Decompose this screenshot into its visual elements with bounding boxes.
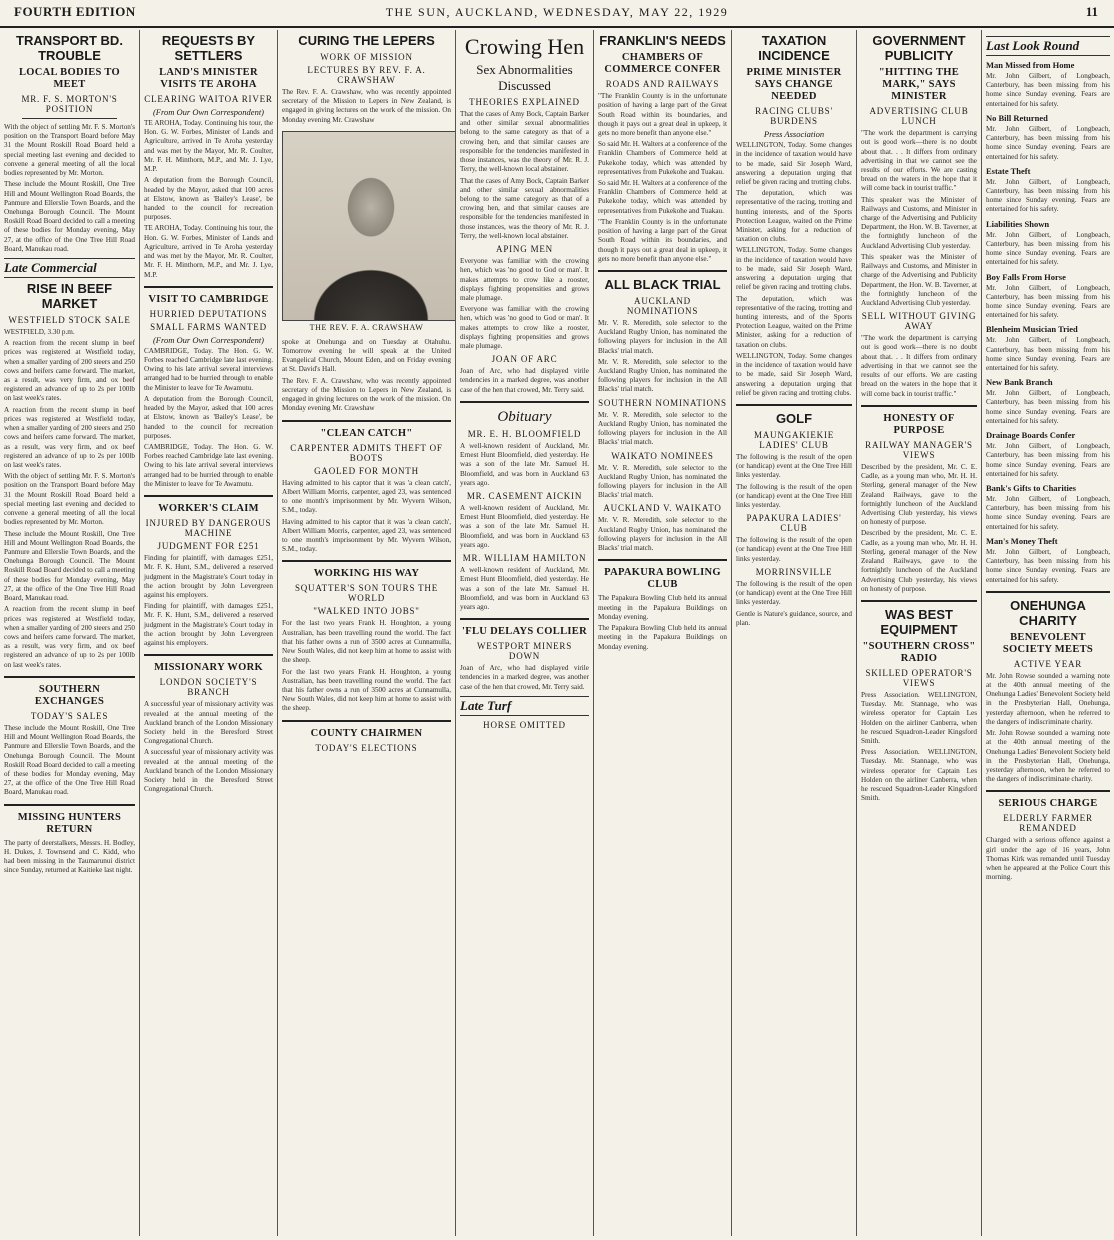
article-text: Mr. John Gilbert, of Longbeach, Canterbury, has been missing from his home since Sunday evening. Fears are entertained for his safety.: [986, 283, 1110, 320]
headline: "CLEAN CATCH": [320, 427, 413, 439]
subheadline: "SOUTHERN CROSS" RADIO: [862, 640, 976, 664]
article-text: Mr. John Rowse sounded a warning note at the 40th annual meeting of the Onehunga Ladies' Benevolent Society held in the Presbyterian Hall, Onehunga, yesterday afternoon, when he referred to the dangers of indiscriminate charity.: [986, 729, 1110, 784]
divider: [282, 420, 451, 422]
article-text: Mr. John Gilbert, of Longbeach, Canterbury, has been missing from his home since Sunday evening. Fears are entertained for his safety.: [986, 124, 1110, 161]
article-text: TE AROHA, Today. Continuing his tour, the Hon. G. W. Forbes, Minister of Lands and Agriculture, arrived in Te Aroha yesterday and was met by the Mayor, Mr. R. Coulter, Mr. F. H. Minthorn, M.P., and Mr. J. Lye, M.P.: [144, 119, 273, 174]
headline: REQUESTS BY SETTLERS: [161, 33, 256, 63]
article-text: Mr. John Rowse sounded a warning note at the 40th annual meeting of the Onehunga Ladies' Benevolent Society held in the Presbyterian Hall, Onehunga, yesterday afternoon, when he referred to the dangers of indiscriminate charity.: [986, 671, 1110, 726]
item-heading: Blenheim Musician Tried: [986, 324, 1078, 335]
headline: WORKER'S CLAIM: [158, 503, 259, 515]
page-number: 11: [1085, 4, 1098, 19]
byline: (From Our Own Correspondent): [152, 334, 265, 345]
headline: CURING THE LEPERS: [298, 33, 435, 48]
headline: 'FLU DELAYS COLLIER: [462, 626, 587, 638]
column-1: [0, 30, 140, 1236]
section-heading: Last Look Round: [986, 36, 1110, 56]
divider: [4, 804, 135, 806]
item-heading: Man Missed from Home: [986, 60, 1075, 70]
article-text: Mr. V. R. Meredith, sole selector to the Auckland Rugby Union, has nominated the following players for inclusion in the All Blacks' trial match.: [598, 318, 727, 355]
article-text: Mr. V. R. Meredith, sole selector to the Auckland Rugby Union, has nominated the following players for inclusion in the All Blacks' trial match.: [598, 516, 727, 553]
subheadline: GAOLED FOR MONTH: [314, 465, 419, 476]
article-text: So said Mr. H. Walters at a conference of the Franklin Chambers of Commerce held at Pukekohe today, which was attended by representatives from Pukekohe and Tuakau.: [598, 179, 727, 215]
subheadline: SMALL FARMS WANTED: [150, 321, 267, 332]
subheadline: CLEARING WAITOA RIVER: [144, 94, 273, 104]
divider: [460, 618, 589, 620]
article-text: A deputation from the Borough Council, headed by the Mayor, asked that 100 acres at Elstow, known as 'Bailey's Lease', be handed to the council for recreation purposes.: [144, 394, 273, 440]
headline: WAS BEST EQUIPMENT: [880, 606, 958, 637]
subheadline: WESTPORT MINERS DOWN: [476, 641, 573, 662]
article-text: Mr. John Gilbert, of Longbeach, Canterbury, has been missing from his home since Sunday evening. Fears are entertained for his safety.: [986, 495, 1110, 531]
subheadline: AUCKLAND V. WAIKATO: [603, 503, 722, 514]
article-text: "The work the department is carrying out is good work—there is no doubt about that. . . It differs from ordinary advertising in that we cannot see the results of our efforts. We are casting bread on the waters in the hope that it will come back in tourist traffic.": [861, 129, 977, 193]
divider: [986, 591, 1110, 593]
article-text: Finding for plaintiff, with damages £251, Mr. F. K. Hunt, S.M., delivered a reserved judgment in the Magistrate's Court today in the action brought by John Levergreen against his employers.: [144, 602, 273, 648]
headline: FRANKLIN'S NEEDS: [599, 33, 726, 48]
article-text: "The Franklin County is in the unfortunate position of having a large part of the Great South Road within its boundaries, and though it pays out a great deal in upkeep, it gets no more benefit than anyone else.": [598, 92, 727, 137]
article-text: Mr. V. R. Meredith, sole selector to the Auckland Rugby Union, has nominated the following players for inclusion in the All Blacks' trial match.: [598, 410, 727, 447]
item-heading: Bank's Gifts to Charities: [986, 483, 1076, 493]
column-6: [732, 30, 857, 1236]
headline: MISSIONARY WORK: [154, 662, 263, 674]
headline: Crowing Hen: [464, 34, 585, 59]
article-text: spoke at Onehunga and on Tuesday at Otahuhu. Tomorrow evening he will speak at the United Evangelical Church, Mount Eden, and on Friday evening at St. David's Hall.: [282, 337, 451, 374]
article-text: Mr. John Gilbert, of Longbeach, Canterbury, has been missing from his home since Sunday evening. Fears are entertained for his safety.: [986, 230, 1110, 267]
article-text: WELLINGTON, Today. Some changes in the incidence of taxation would have to be made, said Sir Joseph Ward, answering a deputation urging that relief be given racing and trotting clubs.: [736, 351, 852, 397]
article-text: These include the Mount Roskill, One Tree Hill and Mount Wellington Road Boards, the Panmure and Ellerslie Town Boards, and the Onehunga Borough Council. The Mount Roskill Road Board decided to call a meeting of these bodies for Monday evening, May 27, at the office of the One Tree Hill Road Board, Manukau road.: [4, 529, 135, 603]
column-4: [456, 30, 594, 1236]
article-text: A reaction from the recent slump in beef prices was registered at Westfield today, when a smaller yarding of 200 steers and 250 cows and heifers came forward. The market, as a result, was very firm, and ox beef registered an advance of up to 2s per 100lb on last week's rates.: [4, 339, 135, 403]
item-heading: New Bank Branch: [986, 377, 1053, 388]
headline: SERIOUS CHARGE: [998, 798, 1098, 810]
article-text: This speaker was the Minister of Railways and Customs, and Minister in charge of the Advertising and Publicity Department, the Hon. W. B. Taverner, at the fortnightly luncheon of the Auckland Advertising Club yesterday.: [861, 252, 977, 307]
subheadline: MAUNGAKIEKIE LADIES' CLUB: [753, 429, 835, 450]
headline: TAXATION INCIDENCE: [758, 33, 830, 63]
subheadline: "HITTING THE MARK," SAYS MINISTER: [878, 66, 960, 102]
article-text: This speaker was the Minister of Railways and Customs, and Minister in charge of the Advertising and Publicity Department, the Hon. W. B. Taverner, at the fortnightly luncheon of the Auckland Advertising Club yesterday.: [861, 195, 977, 250]
subheadline: LAND'S MINISTER VISITS TE AROHA: [159, 66, 258, 90]
column-2: [140, 30, 278, 1236]
subheadline: INJURED BY DANGEROUS MACHINE: [145, 518, 272, 539]
article-text: Charged with a serious offence against a girl under the age of 16 years, John Thomas Kirk was remanded until Tuesday when he appeared at the Police Court this morning.: [986, 836, 1110, 882]
item-heading: Drainage Boards Confer: [986, 430, 1076, 441]
column-3: [278, 30, 456, 1236]
byline: Press Association: [763, 129, 825, 140]
article-text: A well-known resident of Auckland, Mr. Ernest Hunt Bloomfield, died yesterday. He was a son of the late Mr. Samuel H. Bloomfield, and was born in Auckland 63 years ago.: [460, 441, 589, 487]
column-5: [594, 30, 732, 1236]
divider: [144, 286, 273, 288]
article-text: Mr. John Gilbert, of Longbeach, Canterbury, has been missing from his home since Sunday evening. Fears are entertained for his safety.: [986, 72, 1110, 108]
article-text: These include the Mount Roskill, One Tree Hill and Mount Wellington Road Boards, the Panmure and Ellerslie Town Boards, and the Onehunga Borough Council. The Mount Roskill Road Board decided to call a meeting of these bodies for Monday evening, May 27, at the office of the One Tree Hill Road Board, Manukau road.: [4, 180, 135, 253]
subheadline: "WALKED INTO JOBS": [313, 606, 420, 617]
article-text: The Papakura Bowling Club held its annual meeting in the Papakura Buildings on Monday evening.: [598, 624, 727, 651]
subheadline: CARPENTER ADMITS THEFT OF BOOTS: [290, 442, 443, 463]
subheadline: ROADS AND RAILWAYS: [605, 79, 720, 90]
article-text: The Rev. F. A. Crawshaw, who was recently appointed secretary of the Mission to Lepers in New Zealand, is engaged in giving lectures on the work of the mission. On Monday evening Mr. Crawshaw: [282, 376, 451, 413]
article-text: Gentle is Nature's guidance, source, and plan.: [736, 609, 852, 627]
divider: [861, 600, 977, 602]
subheadline: MORRINSVILLE: [755, 566, 833, 577]
subheadline: PAPAKURA LADIES' CLUB: [746, 513, 842, 534]
article-text: WELLINGTON, Today. Some changes in the incidence of taxation would have to be made, said Sir Joseph Ward, answering a deputation urging that relief be given racing and trotting clubs.: [736, 246, 852, 292]
subheadline: ACTIVE YEAR: [1013, 658, 1083, 669]
headline: GOLF: [775, 410, 813, 426]
headline: GOVERNMENT PUBLICITY: [872, 33, 966, 63]
article-text: Finding for plaintiff, with damages £251, Mr. F. K. Hunt, S.M., delivered a reserved judgment in the Magistrate's Court today in the action brought by John Levergreen against his employers.: [144, 554, 273, 599]
article-text: A successful year of missionary activity was revealed at the annual meeting of the Auckland branch of the London Missionary Society held in the Beresford Street Congregational Church.: [144, 700, 273, 746]
subheadline: MR. WILLIAM HAMILTON: [462, 553, 587, 564]
subheadline: AUCKLAND NOMINATIONS: [626, 295, 699, 316]
article-text: CAMBRIDGE, Today. The Hon. G. W. Forbes reached Cambridge late last evening. Owing to his late arrival several interviews arranged had to be hurried through to enable the Minister to leave for Te Awamutu.: [144, 346, 273, 392]
subheadline: MR. E. H. BLOOMFIELD: [467, 428, 582, 439]
crosshead: APING MEN: [496, 244, 553, 255]
article-text: "The work the department is carrying out is good work—there is no doubt about that. . . It differs from ordinary advertising in that we cannot see the results of our efforts. We are casting bread on the waters in the hope that it will come back in tourist traffic.": [861, 334, 977, 398]
article-text: The following is the result of the open (or handicap) event at the One Tree Hill links yesterday.: [736, 536, 852, 563]
article-text: Described by the president, Mr. C. E. Cadle, as a young man who, Mr. H. H. Sterling, general manager of the New Zealand Railways, gave to the fortnightly luncheon of the Auckland Advertising Club yesterday, his views on honesty of purpose.: [861, 462, 977, 527]
item-heading: Boy Falls From Horse: [986, 271, 1066, 282]
article-text: Mr. V. R. Meredith, sole selector to the Auckland Rugby Union, has nominated the following players for inclusion in the All Blacks' trial match.: [598, 463, 727, 500]
article-text: TE AROHA, Today. Continuing his tour, the Hon. G. W. Forbes, Minister of Lands and Agriculture, arrived in Te Aroha yesterday and was met by the Mayor, Mr. R. Coulter, Mr. F. H. Minthorn, M.P., and Mr. J. Lye, M.P.: [144, 224, 273, 279]
subheadline: ADVERTISING CLUB LUNCH: [869, 106, 969, 127]
article-text: CAMBRIDGE, Today. The Hon. G. W. Forbes reached Cambridge late last evening. Owing to his late arrival several interviews arranged had to be hurried through to enable the Minister to leave for Te Awamutu.: [144, 442, 273, 488]
subheadline: RAILWAY MANAGER'S VIEWS: [865, 439, 973, 460]
subheadline: SKILLED OPERATOR'S VIEWS: [865, 667, 973, 688]
article-text: Everyone was familiar with the crowing hen, which was 'no good to God or man'. It makes attempts to crow like a rooster, displays fighting propensities and grows male plumage.: [460, 305, 589, 351]
subheadline: WORK OF MISSION: [320, 51, 413, 62]
headline: COUNTY CHAIRMEN: [310, 727, 423, 739]
article-text: The following is the result of the open (or handicap) event at the One Tree Hill links yesterday.: [736, 452, 852, 480]
headline: MISSING HUNTERS RETURN: [17, 811, 122, 835]
article-text: Everyone was familiar with the crowing hen, which was 'no good to God or man'. It makes attempts to crow like a rooster, displays fighting propensities and grows male plumage.: [460, 257, 589, 302]
divider: [598, 270, 727, 272]
article-text: Joan of Arc, who had displayed virile tendencies in a marked degree, was another case of the hen that crowed, Mr. Terry said.: [460, 664, 589, 691]
photo-caption: THE REV. F. A. CRAWSHAW: [309, 322, 424, 332]
divider: [22, 118, 117, 119]
column-7: [857, 30, 982, 1236]
article-text: A well-known resident of Auckland, Mr. Ernest Hunt Bloomfield, died yesterday. He was a son of the late Mr. Samuel H. Bloomfield, and was born in Auckland 63 years ago.: [460, 566, 589, 611]
subheadline: LECTURES BY REV. F. A. CRAWSHAW: [307, 64, 426, 85]
divider: [986, 790, 1110, 792]
headline: PAPAKURA BOWLING CLUB: [604, 567, 721, 591]
divider: [282, 720, 451, 722]
subheadline: LONDON SOCIETY'S BRANCH: [159, 677, 258, 698]
subheadline: WAIKATO NOMINEES: [611, 450, 714, 461]
crosshead: JOAN OF ARC: [491, 354, 558, 365]
article-text: The Papakura Bowling Club held its annual meeting in the Papakura Buildings on Monday evening.: [598, 594, 727, 621]
article-text: These include the Mount Roskill, One Tree Hill and Mount Wellington Road Boards, the Panmure and Ellerslie Town Boards, and the Onehunga Borough Council. The Mount Roskill Road Board decided to call a meeting of these bodies for Monday evening, May 27, at the office of the One Tree Hill Road Board, Manukau road.: [4, 723, 135, 797]
article-text: Having admitted to his captor that it was 'a clean catch', Albert William Morris, carpenter, aged 23, was sentenced to one month's imprisonment by Mr. Wyvern Wilson, S.M., today.: [282, 478, 451, 515]
article-text: Mr. John Gilbert, of Longbeach, Canterbury, has been missing from his home since Sunday evening. Fears are entertained for his safety.: [986, 389, 1110, 425]
article-text: "The Franklin County is in the unfortunate position of having a large part of the Great South Road within its boundaries, and though it pays out a great deal in upkeep, it gets no more benefit than anyone else.": [598, 217, 727, 263]
portrait-photo: [282, 131, 456, 321]
divider: [4, 676, 135, 678]
article-text: That the cases of Amy Bock, Captain Barker and other similar sexual abnormalities belong to the same category as that of a crowing hen, and that similar causes are responsible for the tendencies manifested in those instances, was the theory of Mr. R. J. Terry, the well-known local abstainer.: [460, 176, 589, 240]
subheadline: SQUATTER'S SON TOURS THE WORLD: [294, 583, 439, 604]
article-text: WELLINGTON, Today. Some changes in the incidence of taxation would have to be made, said Sir Joseph Ward, answering a deputation urging that relief be given racing and trotting clubs.: [736, 141, 852, 186]
subheadline: TODAY'S SALES: [30, 710, 109, 721]
masthead: [0, 0, 1114, 28]
section-heading: Late Turf: [460, 696, 589, 716]
article-text: The deputation, which was representative of the racing, trotting and hunting interests, and of the Sports Protection League, waited on the Prime Minister, asking for a reduction of taxation on clubs.: [736, 189, 852, 244]
article-text: With the object of settling Mr. F. S. Morton's position on the Transport Board before May 31 the Mount Roskill Road Board held a special meeting last evening and decided to convene a general meeting of all the local bodies represented by Mr. Morton.: [4, 123, 135, 178]
article-text: Mr. John Gilbert, of Longbeach, Canterbury, has been missing from his home since Sunday evening. Fears are entertained for his safety.: [986, 336, 1110, 373]
divider: [460, 401, 589, 403]
subheadline: THEORIES EXPLAINED: [469, 97, 580, 107]
divider: [144, 654, 273, 656]
divider: [861, 405, 977, 407]
item-heading: Liabilities Shown: [986, 218, 1050, 229]
item-heading: No Bill Returned: [986, 112, 1048, 123]
subheadline: HURRIED DEPUTATIONS: [149, 308, 268, 319]
headline: RISE IN BEEF MARKET: [26, 281, 113, 311]
subheadline: WESTFIELD STOCK SALE: [8, 314, 131, 325]
item-heading: Man's Money Theft: [986, 535, 1058, 546]
article-text: Mr. V. R. Meredith, sole selector to the Auckland Rugby Union, has nominated the following players for inclusion in the All Blacks' trial match.: [598, 357, 727, 394]
article-text: Press Association. WELLINGTON, Tuesday. Mr. Stannage, who was wireless operator for Captain Les Holden on the airliner Canberra, when he rescued Squadron-Leader Kingsford Smith.: [861, 748, 977, 803]
dateline: WESTFIELD, 3.30 p.m.: [4, 327, 75, 336]
article-text: Press Association. WELLINGTON, Tuesday. Mr. Stannage, who was wireless operator for Captain Les Holden on the airliner Canberra, when he rescued Squadron-Leader Kingsford Smith.: [861, 690, 977, 746]
paper-title: THE SUN, AUCKLAND, WEDNESDAY, MAY 22, 1929: [385, 5, 729, 19]
article-text: Mr. John Gilbert, of Longbeach, Canterbury, has been missing from his home since Sunday evening. Fears are entertained for his safety.: [986, 547, 1110, 584]
article-text: Described by the president, Mr. C. E. Cadle, as a young man who, Mr. H. H. Sterling, general manager of the New Zealand Railways, gave to the fortnightly luncheon of the Auckland Advertising Club yesterday, his views on honesty of purpose.: [861, 529, 977, 593]
article-text: Joan of Arc, who had displayed virile tendencies in a marked degree, was another case of the hen that crowed, Mr. Terry said.: [460, 367, 589, 394]
divider: [144, 495, 273, 497]
byline: (From Our Own Correspondent): [152, 107, 265, 117]
divider: [598, 559, 727, 561]
article-text: A reaction from the recent slump in beef prices was registered at Westfield today, when a smaller yarding of 200 steers and 250 cows and heifers came forward. The market, as a result, was very firm, and ox beef registered an advance of up to 2s per 100lb on last week's rates.: [4, 605, 135, 669]
article-text: A successful year of missionary activity was revealed at the annual meeting of the Auckland branch of the London Missionary Society held in the Beresford Street Congregational Church.: [144, 748, 273, 794]
subheadline: HORSE OMITTED: [483, 719, 566, 730]
article-text: A deputation from the Borough Council, headed by the Mayor, asked that 100 acres at Elstow, known as 'Bailey's Lease', be handed to the council for recreation purposes.: [144, 176, 273, 222]
subheadline: ELDERLY FARMER REMANDED: [1003, 813, 1093, 834]
subheadline: SOUTHERN NOMINATIONS: [598, 397, 727, 408]
article-text: A well-known resident of Auckland, Mr. Ernest Hunt Bloomfield, died yesterday. He was a son of the late Mr. Samuel H. Bloomfield, and was born in Auckland 63 years ago.: [460, 504, 589, 549]
article-text: That the cases of Amy Bock, Captain Barker and other similar sexual abnormalities belong to the same category as that of a crowing hen, and that similar causes are responsible for the tendencies manifested in those instances, was the theory of Mr. R. J. Terry, the well-known local abstainer.: [460, 110, 589, 174]
headline: TRANSPORT BD. TROUBLE: [16, 33, 123, 63]
article-text: The following is the result of the open (or handicap) event at the One Tree Hill links yesterday.: [736, 482, 852, 509]
subheadline: BENEVOLENT SOCIETY MEETS: [1002, 631, 1094, 655]
article-text: For the last two years Frank H. Houghton, a young Australian, has been travelling round the world. The fact that his father owns a run of 3500 acres at Cunnamulla, New South Wales, did not keep him at home to assist with the sheep.: [282, 667, 451, 713]
headline: SOUTHERN EXCHANGES: [34, 683, 105, 707]
article-text: The deputation, which was representative of the racing, trotting and hunting interests, and of the Sports Protection League, waited on the Prime Minister, asking for a reduction of taxation on clubs.: [736, 294, 852, 349]
item-heading: Estate Theft: [986, 165, 1031, 176]
article-text: Mr. John Gilbert, of Longbeach, Canterbury, has been missing from his home since Sunday evening. Fears are entertained for his safety.: [986, 442, 1110, 478]
subheadline: LOCAL BODIES TO MEET: [19, 66, 120, 90]
edition-label: FOURTH EDITION: [14, 4, 136, 19]
article-text: The party of deerstalkers, Messrs. H. Bodley, H. Dukes, J. Townsend and C. Kidd, who had been missing in the Taumarunui district since Sunday, returned at Kaitieke last night.: [4, 838, 135, 875]
subheadline: RACING CLUBS' BURDENS: [755, 106, 833, 127]
headline: ALL BLACK TRIAL: [604, 277, 721, 292]
article-text: The Rev. F. A. Crawshaw, who was recently appointed secretary of the Mission to Lepers in New Zealand, is engaged in giving lectures on the work of the mission. On Monday evening Mr. Crawshaw: [282, 87, 451, 124]
subheadline: JUDGMENT FOR £251: [157, 541, 260, 552]
subheadline: TODAY'S ELECTIONS: [315, 742, 418, 753]
subheadline: PRIME MINISTER SAYS CHANGE NEEDED: [746, 66, 842, 102]
subheadline: CHAMBERS OF COMMERCE CONFER: [604, 51, 721, 75]
crosshead: SELL WITHOUT GIVING AWAY: [861, 311, 977, 332]
article-text: A reaction from the recent slump in beef prices was registered at Westfield today, when a smaller yarding of 200 steers and 250 cows and heifers came forward. The market, as a result, was very firm, and ox beef registered an advance of up to 2s per 100lb on last week's rates.: [4, 405, 135, 469]
column-8: [982, 30, 1114, 1236]
headline: VISIT TO CAMBRIDGE: [148, 293, 269, 305]
divider: [282, 560, 451, 562]
section-heading: Obituary: [497, 408, 552, 425]
article-text: For the last two years Frank H. Houghton, a young Australian, has been travelling round the world. The fact that his father owns a run of 3500 acres at Cunnamulla, New South Wales, did not keep him at home to assist with the sheep.: [282, 619, 451, 665]
article-text: Mr. John Gilbert, of Longbeach, Canterbury, has been missing from his home since Sunday evening. Fears are entertained for his safety.: [986, 177, 1110, 214]
headline: HONESTY OF PURPOSE: [883, 412, 955, 436]
article-text: With the object of settling Mr. F. S. Morton's position on the Transport Board before May 31 the Mount Roskill Road Board held a special meeting last evening and decided to convene a general meeting of all the local bodies represented by Mr. Morton.: [4, 472, 135, 527]
article-text: The following is the result of the open (or handicap) event at the One Tree Hill links yesterday.: [736, 579, 852, 607]
subheadline: Sex Abnormalities Discussed: [476, 62, 573, 93]
divider: [736, 404, 852, 406]
headline: WORKING HIS WAY: [313, 568, 420, 580]
headline: ONEHUNGA CHARITY: [1010, 597, 1086, 628]
section-heading: Late Commercial: [4, 258, 135, 278]
subheadline: MR. CASEMENT AICKIN: [466, 491, 583, 501]
article-text: Having admitted to his captor that it was 'a clean catch', Albert William Morris, carpenter, aged 23, was sentenced to one month's imprisonment by Mr. Wyvern Wilson, S.M., today.: [282, 517, 451, 554]
subheadline: MR. F. S. MORTON'S POSITION: [21, 94, 118, 114]
article-text: So said Mr. H. Walters at a conference of the Franklin Chambers of Commerce held at Pukekohe today, which was attended by representatives from Pukekohe and Tuakau.: [598, 140, 727, 176]
